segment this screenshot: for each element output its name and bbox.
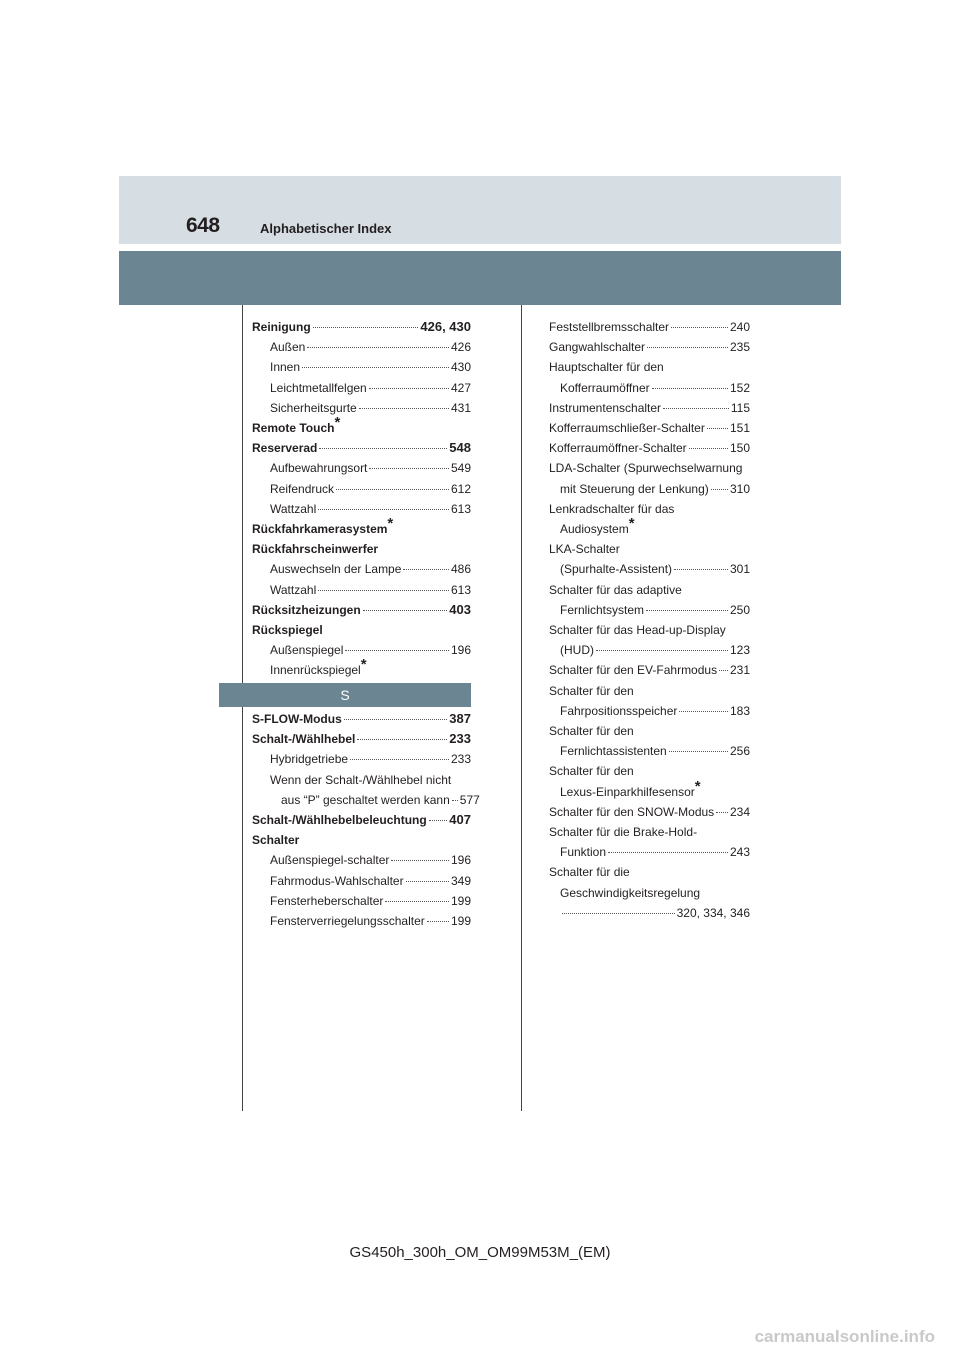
entry-term: Innenrückspiegel [270, 663, 361, 678]
index-entry [252, 709, 471, 729]
page-ref: 235 [729, 340, 750, 355]
index-entry [252, 515, 471, 539]
page-ref: 430 [450, 360, 471, 375]
leader-dots [647, 347, 728, 348]
index-entry: Schalter [252, 833, 300, 848]
leader-dots [359, 408, 449, 409]
leader-dots [403, 569, 449, 570]
entry-term: Leichtmetallfelgen [270, 380, 367, 395]
entry-term: S-FLOW-Modus [252, 712, 342, 726]
index-entry [252, 458, 471, 478]
index-entry [252, 656, 471, 680]
leader-dots [385, 901, 449, 902]
leader-dots [452, 800, 458, 801]
entry-term: Funktion [560, 845, 607, 860]
page-ref: 196 [450, 643, 471, 658]
leader-dots [344, 719, 448, 720]
leader-dots [679, 711, 728, 712]
entry-term: Schalt-/Wählhebelbeleuchtung [252, 813, 427, 828]
leader-dots [391, 860, 449, 861]
entry-term: Aufbewahrungsort [270, 461, 368, 476]
index-entry [549, 600, 750, 620]
leader-dots [369, 468, 449, 469]
index-entry [252, 600, 471, 620]
index-entry [252, 580, 471, 600]
entry-term: Reserverad [252, 441, 318, 456]
index-entry [252, 414, 471, 438]
page-ref: 349 [450, 873, 471, 888]
watermark: carmanualsonline.info [754, 1327, 935, 1346]
index-column-left-s [252, 709, 480, 931]
index-entry [252, 850, 471, 870]
index-entry [252, 357, 471, 377]
entry-term: Fahrmodus-Wahlschalter [270, 873, 404, 888]
leader-dots [663, 408, 729, 409]
page-ref: 199 [450, 893, 471, 908]
section-header-s: S [219, 683, 471, 707]
footnote-star: * [360, 656, 367, 674]
index-entry: LDA-Schalter (Spurwechselwarnung [549, 461, 743, 476]
page-ref: 426, 430 [420, 319, 471, 334]
index-entry: Geschwindigkeitsregelung [560, 885, 701, 900]
leader-dots [596, 650, 728, 651]
footnote-star: * [387, 515, 394, 533]
page-ref: 431 [450, 400, 471, 415]
index-entry: Lenkradschalter für das [549, 501, 675, 516]
entry-term: Schalter für den EV-Fahrmodus [549, 663, 718, 678]
entry-term: Sicherheitsgurte [270, 400, 357, 415]
entry-term: Fensterverriegelungsschalter [270, 914, 425, 929]
entry-term: mit Steuerung der Lenkung) [560, 481, 709, 496]
index-entry [549, 398, 750, 418]
entry-term: Rücksitzheizungen [252, 602, 361, 617]
index-entry [549, 777, 750, 802]
page-title: Alphabetischer Index [260, 221, 392, 236]
leader-dots [562, 913, 675, 914]
footnote-star: * [694, 777, 701, 795]
leader-dots [707, 428, 728, 429]
index-entry [252, 378, 471, 398]
page-ref: 310 [729, 481, 750, 496]
page-number: 648 [186, 214, 220, 237]
page-ref: 426 [450, 340, 471, 355]
index-entry [252, 911, 471, 931]
index-entry [549, 438, 750, 458]
index-entry: Wenn der Schalt-/Wählhebel nicht [270, 772, 452, 787]
entry-term: Instrumentenschalter [549, 400, 662, 415]
leader-dots [716, 812, 728, 813]
index-entry [549, 418, 750, 438]
index-entry [549, 515, 750, 539]
entry-term: Außenspiegel [270, 643, 344, 658]
index-entry [252, 871, 471, 891]
page-ref: 115 [730, 400, 750, 415]
entry-term: Feststellbremsschalter [549, 320, 670, 334]
index-entry [549, 317, 750, 337]
page-ref: 250 [729, 602, 750, 617]
entry-term: Fahrpositionsspeicher [560, 703, 678, 718]
entry-term: Audiosystem [560, 522, 629, 537]
entry-term: Kofferraumöffner [560, 380, 650, 395]
leader-dots [345, 650, 449, 651]
page-ref: 151 [729, 421, 750, 436]
leader-dots [608, 852, 728, 853]
page-ref: 234 [729, 804, 750, 819]
entry-term: Wattzahl [270, 582, 317, 597]
index-entry [549, 479, 750, 499]
entry-term: Außenspiegel-schalter [270, 853, 390, 868]
index-entry [549, 640, 750, 660]
page-ref: 407 [449, 812, 471, 828]
page-ref: 183 [729, 703, 750, 718]
page-ref: 233 [450, 752, 471, 767]
page-ref: 243 [729, 845, 750, 860]
page-ref: 152 [729, 380, 750, 395]
entry-term: Reinigung [252, 320, 311, 334]
entry-term: Schalt-/Wählhebel [252, 732, 356, 747]
index-entry [549, 842, 750, 862]
entry-term: Auswechseln der Lampe [270, 562, 402, 577]
page-ref: 256 [729, 744, 750, 759]
index-entry [252, 891, 471, 911]
leader-dots [669, 751, 728, 752]
leader-dots [406, 881, 449, 882]
entry-term: Rückfahrkamerasystem [252, 522, 388, 537]
entry-term: Fensterheberschalter [270, 893, 384, 908]
index-entry [252, 479, 471, 499]
index-entry: Schalter für die Brake-Hold- [549, 825, 698, 840]
entry-term: Außen [270, 340, 306, 355]
entry-term: Kofferraumöffner-Schalter [549, 441, 687, 456]
index-entry [252, 749, 471, 769]
index-entry [252, 438, 471, 458]
leader-dots [689, 448, 728, 449]
index-entry: Schalter für die [549, 865, 630, 880]
leader-dots [313, 327, 419, 328]
entry-term: Kofferraumschließer-Schalter [549, 421, 705, 436]
page-ref: 613 [450, 582, 471, 597]
page-ref: 301 [729, 562, 750, 577]
index-column-left [252, 317, 471, 681]
page-ref: 196 [450, 853, 471, 868]
leader-dots [318, 509, 449, 510]
page-ref: 240 [729, 320, 750, 334]
index-entry [252, 499, 471, 519]
leader-dots [646, 610, 728, 611]
index-entry [549, 559, 750, 579]
entry-term: Lexus-Einparkhilfesensor [560, 784, 695, 799]
index-entry [549, 660, 750, 680]
leader-dots [336, 489, 449, 490]
page-ref: 577 [459, 792, 480, 807]
page-ref: 612 [450, 481, 471, 496]
page-ref: 123 [729, 643, 750, 658]
leader-dots [671, 327, 728, 328]
entry-term: Gangwahlschalter [549, 340, 646, 355]
index-entry: Rückfahrscheinwerfer [252, 542, 379, 557]
page-ref: 199 [450, 914, 471, 929]
leader-dots [674, 569, 728, 570]
page-ref: 320, 334, 346 [676, 905, 750, 920]
index-entry [549, 903, 750, 923]
page-ref: 486 [450, 562, 471, 577]
leader-dots [307, 347, 449, 348]
entry-term: Wattzahl [270, 501, 317, 516]
entry-term: Reifendruck [270, 481, 335, 496]
leader-dots [427, 921, 449, 922]
page-ref: 387 [449, 711, 471, 726]
header-background [119, 176, 841, 244]
entry-term: Hybridgetriebe [270, 752, 349, 767]
leader-dots [318, 590, 449, 591]
column-divider-right [521, 305, 522, 1111]
index-entry [252, 317, 471, 337]
index-entry: Schalter für das Head-up-Display [549, 623, 726, 638]
index-entry [252, 790, 480, 810]
index-entry [252, 337, 471, 357]
leader-dots [369, 388, 449, 389]
index-entry: Schalter für den [549, 683, 634, 698]
page-ref: 549 [450, 461, 471, 476]
index-entry [549, 741, 750, 761]
index-entry [252, 398, 471, 418]
index-entry [252, 729, 471, 749]
page-ref: 427 [450, 380, 471, 395]
entry-term: Fernlichtassistenten [560, 744, 667, 759]
index-entry: LKA-Schalter [549, 542, 620, 557]
index-column-right [549, 317, 750, 923]
page-ref: 231 [729, 663, 750, 678]
entry-term: (HUD) [560, 643, 594, 658]
leader-dots [350, 759, 449, 760]
leader-dots [302, 367, 449, 368]
page-ref: 548 [449, 440, 471, 456]
leader-dots [711, 489, 728, 490]
footnote-star: * [628, 515, 635, 533]
index-entry: Hauptschalter für den [549, 360, 664, 375]
entry-term: Fernlichtsystem [560, 602, 645, 617]
header-bar [119, 251, 841, 305]
page-ref: 613 [450, 501, 471, 516]
index-entry [549, 337, 750, 357]
leader-dots [429, 820, 448, 821]
index-entry [549, 802, 750, 822]
page-ref: 403 [449, 601, 471, 617]
entry-term: aus “P” geschaltet werden kann [281, 792, 450, 807]
index-entry: Schalter für das adaptive [549, 582, 682, 597]
entry-term: (Spurhalte-Assistent) [560, 562, 673, 577]
index-entry [252, 810, 471, 830]
entry-term: Innen [270, 360, 301, 375]
entry-term: Remote Touch [252, 421, 335, 436]
page-ref: 150 [729, 441, 750, 456]
index-entry: Schalter für den [549, 724, 634, 739]
entry-term: Schalter für den SNOW-Modus [549, 804, 715, 819]
leader-dots [357, 739, 447, 740]
index-entry [252, 559, 471, 579]
index-entry [549, 378, 750, 398]
footnote-star: * [334, 414, 341, 432]
leader-dots [363, 610, 448, 611]
index-entry: Rückspiegel [252, 623, 323, 638]
index-entry [549, 701, 750, 721]
column-divider-left [242, 305, 243, 1111]
leader-dots [652, 388, 728, 389]
page-ref: 233 [449, 731, 471, 747]
footer-doc-id: GS450h_300h_OM_OM99M53M_(EM) [349, 1244, 611, 1261]
leader-dots [719, 670, 728, 671]
leader-dots [319, 448, 447, 449]
index-entry: Schalter für den [549, 764, 634, 779]
